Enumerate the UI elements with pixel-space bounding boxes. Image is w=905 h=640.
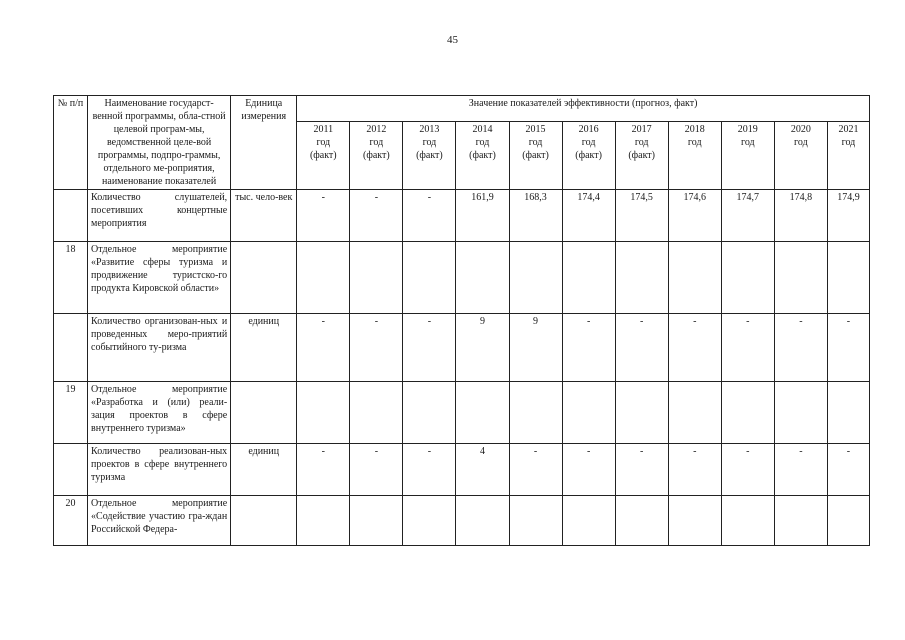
year-header-word: год	[581, 136, 596, 148]
row-value-2011: -	[297, 444, 350, 496]
year-header-note: (факт)	[628, 149, 656, 161]
row-value-2013	[403, 496, 456, 546]
table-row	[54, 382, 870, 444]
row-value-2012	[350, 242, 403, 314]
row-number: 20	[54, 496, 88, 546]
header-values-group: Значение показателей эффективности (прогноз, факт)	[297, 96, 870, 122]
year-header-6	[615, 121, 668, 189]
row-unit: единиц	[231, 444, 297, 496]
row-value-2020: -	[774, 314, 827, 382]
year-header-year: 2017	[631, 123, 652, 135]
year-header-9	[774, 121, 827, 189]
row-value-2014	[456, 382, 509, 444]
row-value-2018	[668, 496, 721, 546]
row-value-2015: 168,3	[509, 190, 562, 242]
year-header-year: 2016	[578, 123, 599, 135]
row-value-2018	[668, 242, 721, 314]
row-unit	[231, 242, 297, 314]
year-header-5	[562, 121, 615, 189]
row-name: Количество реализован-ных проектов в сфере внутреннего туризма	[88, 444, 231, 496]
row-value-2015: -	[509, 444, 562, 496]
table-header	[54, 96, 870, 190]
row-number	[54, 190, 88, 242]
header-name: Наименование государст-венной программы, обла-стной целевой програм-мы, ведомственной целе-вой программы, подпро-граммы, отдельного ме-роприятия, наименование показателей	[88, 96, 231, 190]
row-value-2016	[562, 382, 615, 444]
header-unit: Единица измерения	[231, 96, 297, 190]
year-header-word: год	[794, 136, 808, 148]
row-unit: единиц	[231, 314, 297, 382]
row-value-2019	[721, 496, 774, 546]
year-header-year: 2013	[419, 123, 440, 135]
year-header-10	[827, 121, 869, 189]
row-name: Отдельное мероприятие «Содействие участию гра-ждан Российской Федера-	[88, 496, 231, 546]
row-value-2011: -	[297, 190, 350, 242]
table-row	[54, 496, 870, 546]
row-value-2021	[827, 382, 869, 444]
row-value-2021: 174,9	[827, 190, 869, 242]
row-value-2019: -	[721, 314, 774, 382]
year-header-note: (факт)	[575, 149, 602, 161]
year-header-2	[403, 121, 456, 189]
year-header-year: 2020	[790, 123, 811, 135]
year-header-word: год	[316, 136, 331, 148]
page-number: 45	[447, 34, 458, 46]
row-value-2013: -	[403, 190, 456, 242]
row-value-2016: 174,4	[562, 190, 615, 242]
row-name: Количество слушателей, посетивших концертные мероприятия	[88, 190, 231, 242]
table-row	[54, 314, 870, 382]
row-value-2012: -	[350, 444, 403, 496]
row-value-2011	[297, 496, 350, 546]
row-value-2018: 174,6	[668, 190, 721, 242]
row-value-2020	[774, 242, 827, 314]
row-number: 19	[54, 382, 88, 444]
row-name: Количество организован-ных и проведенных меро-приятий событийного ту-ризма	[88, 314, 231, 382]
year-header-word: год	[422, 136, 437, 148]
row-name: Отдельное мероприятие «Разработка и (или) реали-зация проектов в сфере внутреннего туризма»	[88, 382, 231, 444]
row-value-2019	[721, 382, 774, 444]
row-value-2021: -	[827, 444, 869, 496]
row-value-2014: 4	[456, 444, 509, 496]
row-value-2018	[668, 382, 721, 444]
row-value-2020: -	[774, 444, 827, 496]
year-header-note: (факт)	[363, 149, 390, 161]
row-value-2015	[509, 242, 562, 314]
row-value-2021	[827, 496, 869, 546]
row-value-2017	[615, 242, 668, 314]
row-value-2014: 161,9	[456, 190, 509, 242]
row-number: 18	[54, 242, 88, 314]
row-unit	[231, 382, 297, 444]
table-row	[54, 190, 870, 242]
row-value-2015: 9	[509, 314, 562, 382]
row-value-2020: 174,8	[774, 190, 827, 242]
year-header-word: год	[841, 136, 856, 148]
row-number	[54, 314, 88, 382]
row-name: Отдельное мероприятие «Развитие сферы туризма и продвижение туристско-го продукта Кировской области»	[88, 242, 231, 314]
row-value-2014	[456, 242, 509, 314]
year-header-note: (факт)	[309, 149, 337, 161]
row-value-2011	[297, 382, 350, 444]
row-value-2017	[615, 496, 668, 546]
row-value-2017: -	[615, 444, 668, 496]
year-header-1	[350, 121, 403, 189]
row-value-2021: -	[827, 314, 869, 382]
table-row	[54, 444, 870, 496]
row-value-2018: -	[668, 314, 721, 382]
row-value-2020	[774, 382, 827, 444]
year-header-note: (факт)	[469, 149, 496, 161]
year-header-8	[721, 121, 774, 189]
row-value-2019: -	[721, 444, 774, 496]
year-header-year: 2015	[525, 123, 546, 135]
year-header-note: (факт)	[416, 149, 443, 161]
year-header-word: год	[475, 136, 490, 148]
row-value-2014: 9	[456, 314, 509, 382]
table-body	[54, 190, 870, 546]
row-unit: тыс. чело-век	[231, 190, 297, 242]
year-header-7	[668, 121, 721, 189]
row-value-2013: -	[403, 314, 456, 382]
row-value-2015	[509, 496, 562, 546]
year-header-word: год	[369, 136, 384, 148]
row-value-2017	[615, 382, 668, 444]
row-value-2021	[827, 242, 869, 314]
row-value-2017: -	[615, 314, 668, 382]
year-header-3	[456, 121, 509, 189]
row-value-2012: -	[350, 314, 403, 382]
row-value-2014	[456, 496, 509, 546]
row-value-2013	[403, 242, 456, 314]
row-value-2011	[297, 242, 350, 314]
row-value-2016: -	[562, 444, 615, 496]
row-value-2016	[562, 242, 615, 314]
year-header-4	[509, 121, 562, 189]
year-header-year: 2019	[737, 123, 758, 135]
row-value-2012	[350, 382, 403, 444]
row-value-2016: -	[562, 314, 615, 382]
year-header-word: год	[740, 136, 755, 148]
row-value-2012	[350, 496, 403, 546]
row-unit	[231, 496, 297, 546]
row-value-2019: 174,7	[721, 190, 774, 242]
row-value-2018: -	[668, 444, 721, 496]
year-header-year: 2018	[684, 123, 705, 135]
row-value-2017: 174,5	[615, 190, 668, 242]
year-header-0	[297, 121, 350, 189]
row-value-2020	[774, 496, 827, 546]
row-value-2013: -	[403, 444, 456, 496]
row-value-2011: -	[297, 314, 350, 382]
indicators-table	[53, 95, 870, 546]
year-header-year: 2011	[313, 123, 334, 135]
year-header-year: 2012	[366, 123, 387, 135]
year-header-year: 2014	[472, 123, 493, 135]
row-value-2016	[562, 496, 615, 546]
year-header-word: год	[634, 136, 649, 148]
year-header-word: год	[687, 136, 702, 148]
row-value-2012: -	[350, 190, 403, 242]
row-value-2015	[509, 382, 562, 444]
row-number	[54, 444, 88, 496]
year-header-word: год	[528, 136, 543, 148]
header-num: № п/п	[54, 96, 88, 190]
table-row	[54, 242, 870, 314]
row-value-2019	[721, 242, 774, 314]
year-header-note: (факт)	[522, 149, 549, 161]
year-header-year: 2021	[838, 123, 859, 135]
row-value-2013	[403, 382, 456, 444]
